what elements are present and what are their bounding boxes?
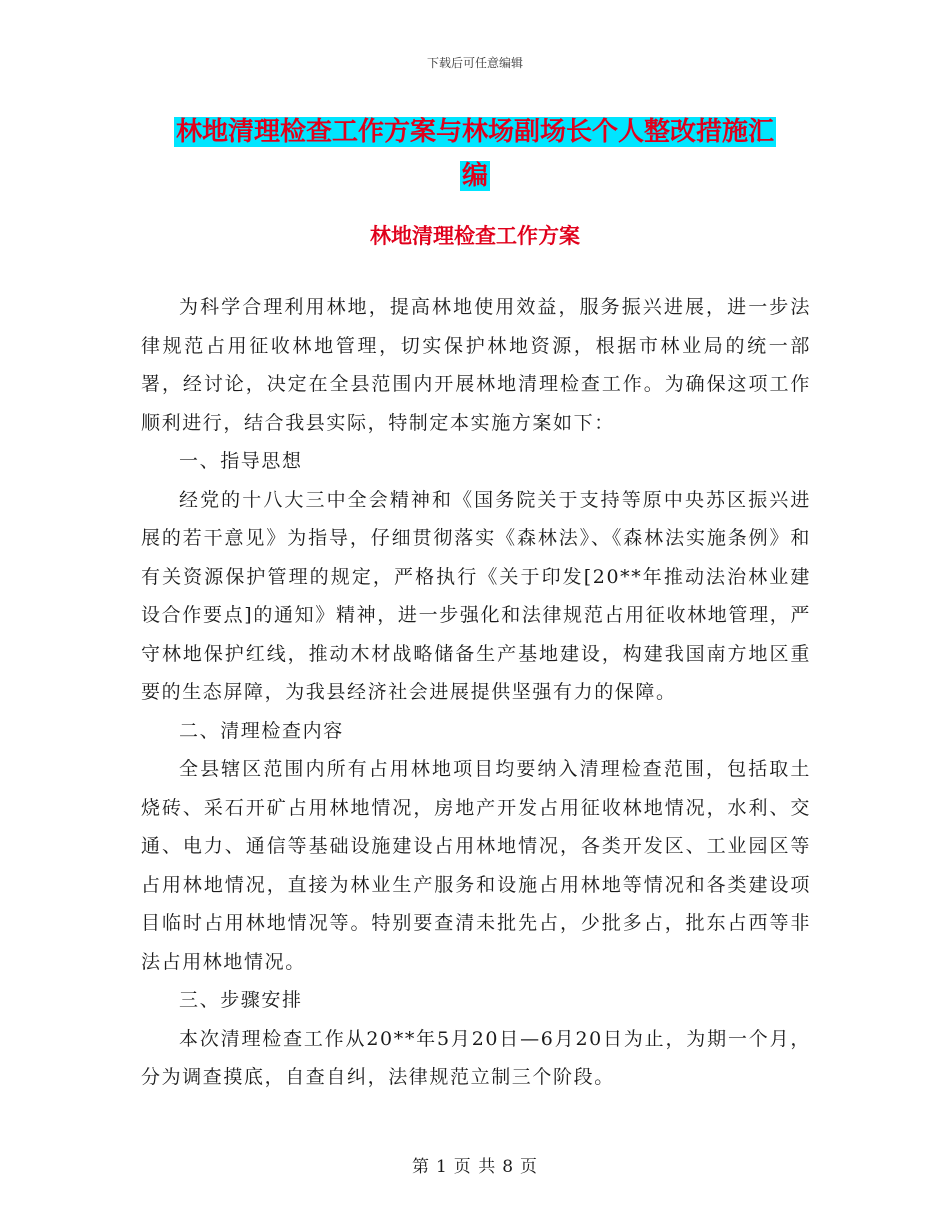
footer-suffix: 页 [520,1157,539,1177]
paragraph-inspection-content: 全县辖区范围内所有占用林地项目均要纳入清理检查范围，包括取土烧砖、采石开矿占用林地情况，房地产开发占用征收林地情况，水利、交通、电力、通信等基础设施建设占用林地情况，各类开发区、工业园区等占用林地情况，直接为林业生产服务和设施占用林地等情况和各类建设项目临时占用林地情况等。特别要查清未批先占，少批多占，批东占西等非法占用林地情况。 [141,758,811,973]
header-note: 下载后可任意编辑 [426,56,523,70]
footer-mid: 页 共 [453,1157,497,1177]
footer-page-number: 1 [435,1157,448,1177]
footer-total-pages: 8 [502,1157,515,1177]
page-footer [0,1152,950,1177]
section-title: 林地清理检查工作方案 [370,224,580,248]
heading-inspection-content: 二、清理检查内容 [179,719,344,742]
footer-prefix: 第 [411,1157,430,1177]
paragraph-step-arrangement: 本次清理检查工作从20**年5月20日—6月20日为止，为期一个月，分为调查摸底，自查自纠，法律规范立制三个阶段。 [141,1027,811,1088]
heading-guiding-thought: 一、指导思想 [179,450,303,472]
body-text [141,288,811,1097]
document-title-line-1: 林地清理检查工作方案与林场副场长个人整改措施汇 [175,117,774,147]
heading-step-arrangement: 三、步骤安排 [179,989,303,1011]
paragraph-guiding-thought: 经党的十八大三中全会精神和《国务院关于支持等原中央苏区振兴进展的若干意见》为指导，仔细贯彻落实《森林法》、《森林法实施条例》和有关资源保护管理的规定，严格执行《关于印发[20**年推动法治林业建设合作要点]的通知》精神，进一步强化和法律规范占用征收林地管理，严守林地保护红线，推动木材战略储备生产基地建设，构建我国南方地区重要的生态屏障，为我县经济社会进展提供坚强有力的保障。 [141,488,811,703]
paragraph-intro: 为科学合理利用林地，提高林地使用效益，服务振兴进展，进一步法律规范占用征收林地管理，切实保护林地资源，根据市林业局的统一部署，经讨论，决定在全县范围内开展林地清理检查工作。为确保这项工作顺利进行，结合我县实际，特制定本实施方案如下： [141,296,811,434]
document-title-line-2: 编 [461,161,488,191]
document-title [140,110,810,198]
